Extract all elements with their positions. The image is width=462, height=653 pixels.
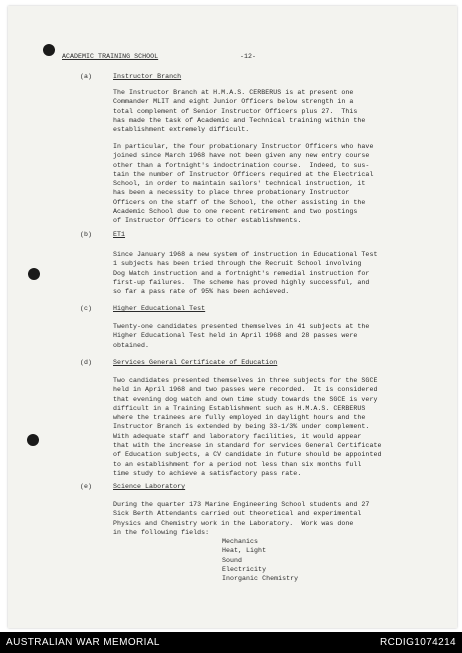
list-item: Mechanics bbox=[222, 538, 259, 545]
text-line: With adequate staff and laboratory facilities, it would appear bbox=[113, 432, 362, 440]
text-line: Officers on the staff of the School, the other assisting in the bbox=[113, 198, 366, 206]
text-line: Commander MLIT and eight Junior Officers below strength in a bbox=[113, 98, 354, 106]
section-label: (a) bbox=[80, 73, 93, 80]
text-line: to an establishment for a period not less than six months full bbox=[113, 460, 362, 468]
section-heading: Science Laboratory bbox=[113, 483, 186, 490]
text-line: difficult in a Training Establishment such as H.M.A.S. CERBERUS bbox=[113, 404, 366, 412]
list-item: Sound bbox=[222, 556, 243, 564]
text-line: that with the increase in standard for services General Certificate bbox=[113, 442, 382, 450]
text-line: Twenty-one candidates presented themselves in 41 subjects at the bbox=[113, 323, 370, 330]
paragraph bbox=[113, 250, 443, 296]
text-line: has made the task of Academic and Technical training within the bbox=[113, 116, 366, 124]
footer-record-id: RCDIG1074214 bbox=[380, 637, 456, 648]
text-line: so far a pass rate of 95% has been achieved. bbox=[113, 288, 290, 296]
section-label: (b) bbox=[80, 231, 93, 238]
list-item: Heat, Light bbox=[222, 547, 267, 555]
text-line: where the trainees are fully employed in daylight hours and the bbox=[113, 414, 366, 422]
section-heading: ET1 bbox=[113, 231, 126, 238]
paragraph bbox=[113, 142, 443, 226]
text-line: held in April 1968 and two passes were recorded. It is considered bbox=[113, 386, 378, 394]
section-heading: Services General Certificate of Education bbox=[113, 359, 278, 366]
section-label: (c) bbox=[80, 305, 93, 312]
footer-institution: AUSTRALIAN WAR MEMORIAL bbox=[6, 637, 160, 648]
text-line: Sick Berth Attendants carried out theoretical and experimental bbox=[113, 510, 362, 518]
paragraph bbox=[113, 322, 443, 350]
text-line: The Instructor Branch at H.M.A.S. CERBERUS is at present one bbox=[113, 89, 354, 96]
text-line: time study to achieve a satisfactory pass rate. bbox=[113, 469, 302, 477]
text-line: Two candidates presented themselves in three subjects for the SGCE bbox=[113, 377, 378, 384]
text-line: of Instructor Officers to other establishments. bbox=[113, 217, 302, 225]
text-line: Physics and Chemistry work in the Laboratory. Work was done bbox=[113, 519, 354, 527]
text-line: Instructor Branch is extended by being 33-1/3% under complement. bbox=[113, 423, 370, 431]
text-line: Higher Educational Test held in April 1968 and 28 passes were bbox=[113, 332, 358, 340]
text-line: establishment extremely difficult. bbox=[113, 126, 250, 134]
paragraph bbox=[113, 500, 443, 537]
text-line: tain the number of Instructor Officers required at the Electrical bbox=[113, 170, 374, 178]
text-line: In particular, the four probationary Instructor Officers who have bbox=[113, 143, 374, 150]
text-line: obtained. bbox=[113, 341, 150, 349]
text-line: joined since March 1968 have not been given any new entry course bbox=[113, 152, 370, 160]
section-label: (d) bbox=[80, 359, 93, 366]
list-item: Electricity bbox=[222, 565, 267, 573]
fields-list bbox=[222, 537, 362, 583]
list-item: Inorganic Chemistry bbox=[222, 575, 299, 583]
archive-footer-bar bbox=[0, 632, 462, 653]
punch-hole-middle bbox=[28, 268, 40, 280]
paragraph bbox=[113, 88, 443, 134]
text-line: has been a necessity to place three probationary Instructor bbox=[113, 189, 350, 197]
section-label: (e) bbox=[80, 483, 93, 490]
text-line: other than a fortnight's indoctrination course. Indeed, to sus- bbox=[113, 161, 370, 169]
text-line: Dog Watch instruction and a fortnight's remedial instruction for bbox=[113, 269, 370, 277]
section-heading: Higher Educational Test bbox=[113, 305, 206, 312]
text-line: During the quarter 173 Marine Engineering School students and 27 bbox=[113, 501, 370, 508]
text-line: Academic School due to one recent retirement and two postings bbox=[113, 208, 358, 216]
page-title: ACADEMIC TRAINING SCHOOL bbox=[62, 53, 159, 60]
text-line: that evening dog watch and own time study towards the SGCE is very bbox=[113, 395, 378, 403]
text-line: 1 subjects has been tried through the Recruit School involving bbox=[113, 260, 362, 268]
text-line: School, in order to maintain sailors' technical instruction, it bbox=[113, 180, 366, 188]
text-line: first-up failures. The scheme has proved highly successful, and bbox=[113, 278, 370, 286]
text-line: total complement of Senior Instructor Officers plus 27. This bbox=[113, 107, 358, 115]
paragraph bbox=[113, 376, 443, 478]
punch-hole-bottom bbox=[27, 434, 39, 446]
section-heading: Instructor Branch bbox=[113, 73, 182, 80]
punch-hole-top bbox=[43, 44, 55, 56]
text-line: in the following fields: bbox=[113, 528, 210, 536]
page-number: -12- bbox=[240, 53, 257, 60]
text-line: Since January 1968 a new system of instruction in Educational Test bbox=[113, 251, 378, 258]
text-line: of Education subjects, a CV candidate in future should be appointed bbox=[113, 451, 382, 459]
